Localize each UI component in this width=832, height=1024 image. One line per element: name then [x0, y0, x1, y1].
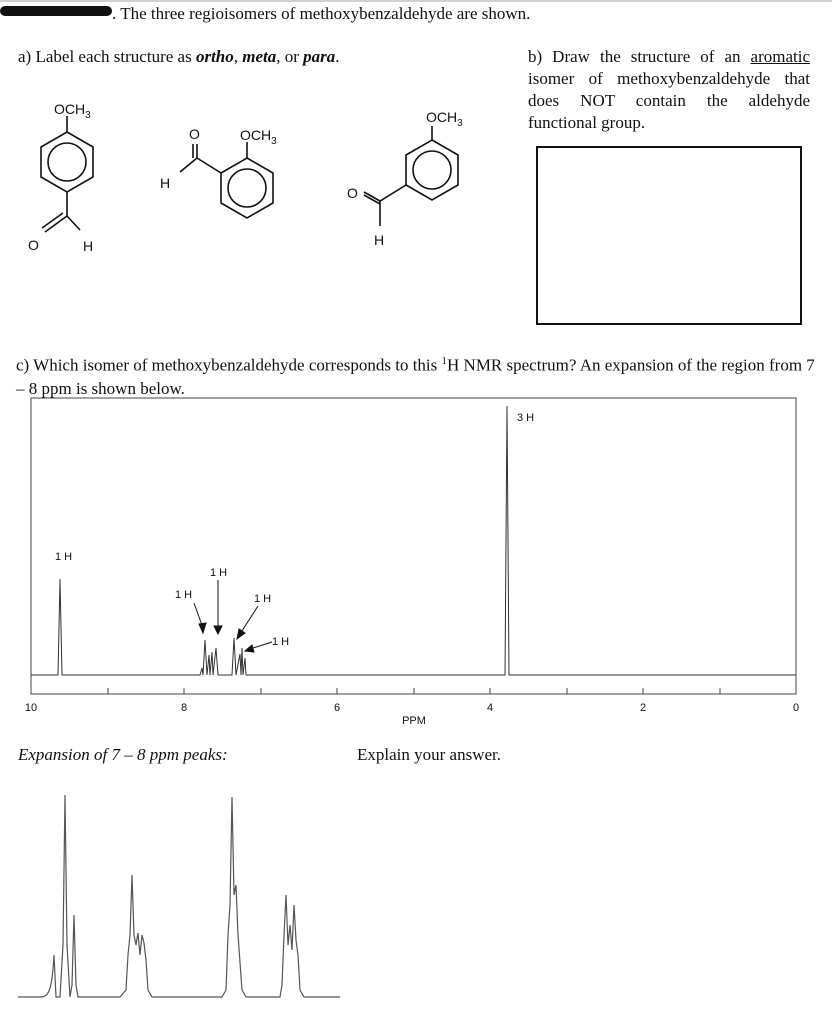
expansion-spectrum: [10, 785, 350, 1010]
x-axis-ticks: [31, 688, 796, 694]
spectrum-frame: [31, 398, 796, 694]
peak-label-aldehyde: 1 H: [55, 551, 73, 563]
meta-o-label: O: [347, 185, 358, 201]
aromatic-underlined: aromatic: [750, 47, 811, 66]
answer-drawing-box[interactable]: [536, 146, 802, 325]
peak-label-b: 1 H: [210, 567, 228, 579]
para-o-label: O: [28, 237, 39, 253]
peak-label-a: 1 H: [175, 589, 193, 601]
structure-ortho: [180, 142, 273, 218]
nmr-spectrum: [0, 390, 832, 735]
part-c-prompt: c) Which isomer of methoxybenzaldehyde corresponds to this $^1$H NMR spectrum? An expansion of the region from 7 – 8 ppm is shown below.: [16, 355, 815, 398]
structure-para: [41, 116, 93, 232]
top-border: [0, 0, 832, 2]
ortho-o-label: O: [189, 126, 200, 142]
question-title: . The three regioisomers of methoxybenzaldehyde are shown.: [0, 4, 530, 24]
ortho-h-label: H: [160, 175, 171, 191]
tick-label-4: 4: [486, 702, 494, 714]
tick-label-6: 6: [333, 702, 341, 714]
part-a-prompt: a) Label each structure as ortho, meta, or para.: [18, 47, 340, 66]
explain-label: Explain your answer.: [357, 745, 501, 764]
redacted-question-number: [0, 6, 112, 16]
meta-h-label: H: [374, 232, 385, 248]
para-h-label: H: [83, 238, 94, 254]
peak-label-d: 1 H: [272, 636, 290, 648]
x-axis-label: PPM: [402, 715, 426, 727]
peak-label-c: 1 H: [254, 593, 272, 605]
peak-label-methoxy: 3 H: [517, 412, 535, 424]
expansion-label: Expansion of 7 – 8 ppm peaks:: [18, 745, 228, 764]
part-b-prompt: b) Draw the structure of an aromatic isomer of methoxybenzaldehyde that does NOT contain the aldehyde functional group.: [528, 47, 811, 132]
expansion-trace: [18, 795, 340, 997]
meta-och3-label: $OCH_3$: [426, 109, 463, 129]
peak-arrows: [194, 580, 272, 652]
structure-meta: [364, 126, 458, 226]
tick-label-10: 10: [24, 702, 38, 714]
structures-svg: [0, 90, 520, 260]
tick-label-0: 0: [792, 702, 800, 714]
ortho-och3-label: $OCH_3$: [240, 127, 277, 147]
tick-label-8: 8: [180, 702, 188, 714]
tick-label-2: 2: [639, 702, 647, 714]
spectrum-trace: [31, 406, 796, 675]
para-och3-label: $OCH_3$: [54, 101, 91, 121]
